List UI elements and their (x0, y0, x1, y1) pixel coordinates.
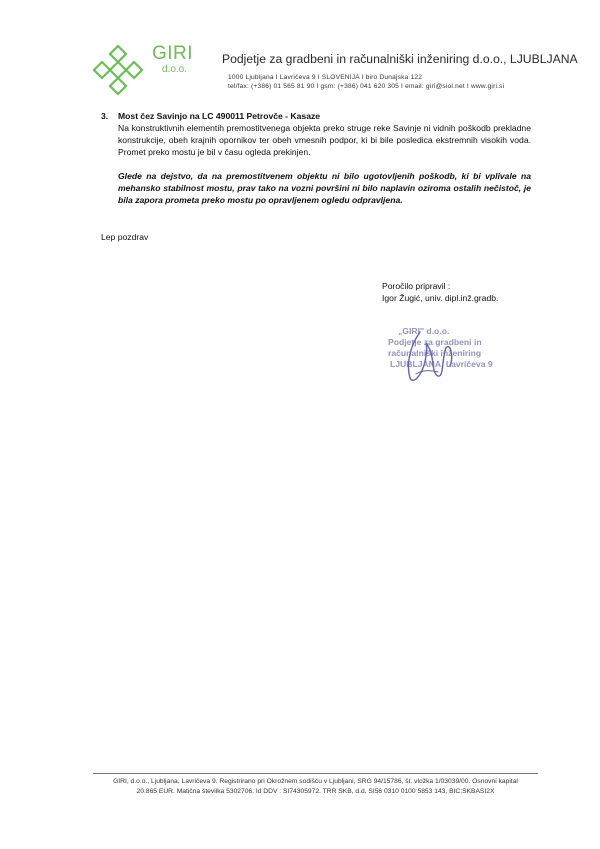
footer-line: 20.865 EUR. Matična številka 5302706. Id DDV : SI74305972. TRR SKB, d.d. SI56 0310 0100 5853 143, BIC:SKBASI2X (136, 788, 495, 795)
stamp-line: Podjetje za gradbeni in (388, 337, 482, 347)
section-conclusion: Glede na dejstvo, da na premostitvenem objektu ni bilo ugotovljenih poškodb, ki bi vplivale na mehansko stabilnost mostu, prav tako na vozni površini ni bilo naplavin oziroma ostalih nečistoč, je bila zapora prometa preko mostu po opravljenem ogledu odpravljena. (118, 171, 531, 206)
company-footer (93, 777, 538, 797)
handwritten-signature-icon (380, 326, 530, 386)
brand-name: GIRI (152, 43, 194, 64)
company-stamp (380, 326, 530, 386)
stamp-line: „GIRI" d.o.o. (398, 326, 450, 336)
stamp-line: računalniški inženiring (388, 348, 482, 358)
footer-divider (93, 773, 538, 774)
author-name: Igor Žugić, univ. dipl.inž.gradb. (382, 293, 499, 303)
stamp-line: LJUBLJANA, Lavričeva 9 (390, 359, 493, 369)
company-address (228, 73, 504, 91)
brand-block (152, 44, 193, 76)
section-title: Most čez Savinjo na LC 490011 Petrovče - Kasaze (118, 111, 321, 121)
contact-line: tel/fax: (+386) 01 565 81 90 I gsm: (+386) 041 620 305 I email: giri@siol.net I www.giri.si (228, 83, 505, 90)
letterhead (88, 40, 578, 100)
footer-line: GIRI, d.o.o., Ljubljana, Lavričeva 9. Registrirano pri Okrožnem sodišču v Ljubljani, SRG 94/15786, št. vložka 1/03039/00. Osnovni kapital (113, 778, 518, 785)
company-name: Podjetje za gradbeni in računalniški inženiring d.o.o., LJUBLJANA (222, 52, 578, 66)
closing-greeting: Lep pozdrav (101, 232, 149, 242)
giri-logo-icon (88, 40, 148, 100)
signature-block (382, 280, 498, 304)
address-line: 1000 Ljubljana I Lavričeva 9 I SLOVENIJA I biro Dunajska 122 (228, 74, 423, 81)
prepared-by-label: Poročilo pripravil : (382, 281, 451, 291)
section-number: 3. (101, 111, 109, 121)
brand-sub: d.o.o. (162, 64, 188, 75)
section-paragraph: Na konstruktivnih elementih premostitvenega objekta preko struge reke Savinje ni vidnih poškodb prekladne konstrukcije, obeh krajnih opornikov ter obeh vmesnih podpor, ki bi bile posledica ekstremnih visokih voda. Promet preko mostu je bil v času ogleda prekinjen. (118, 123, 531, 158)
